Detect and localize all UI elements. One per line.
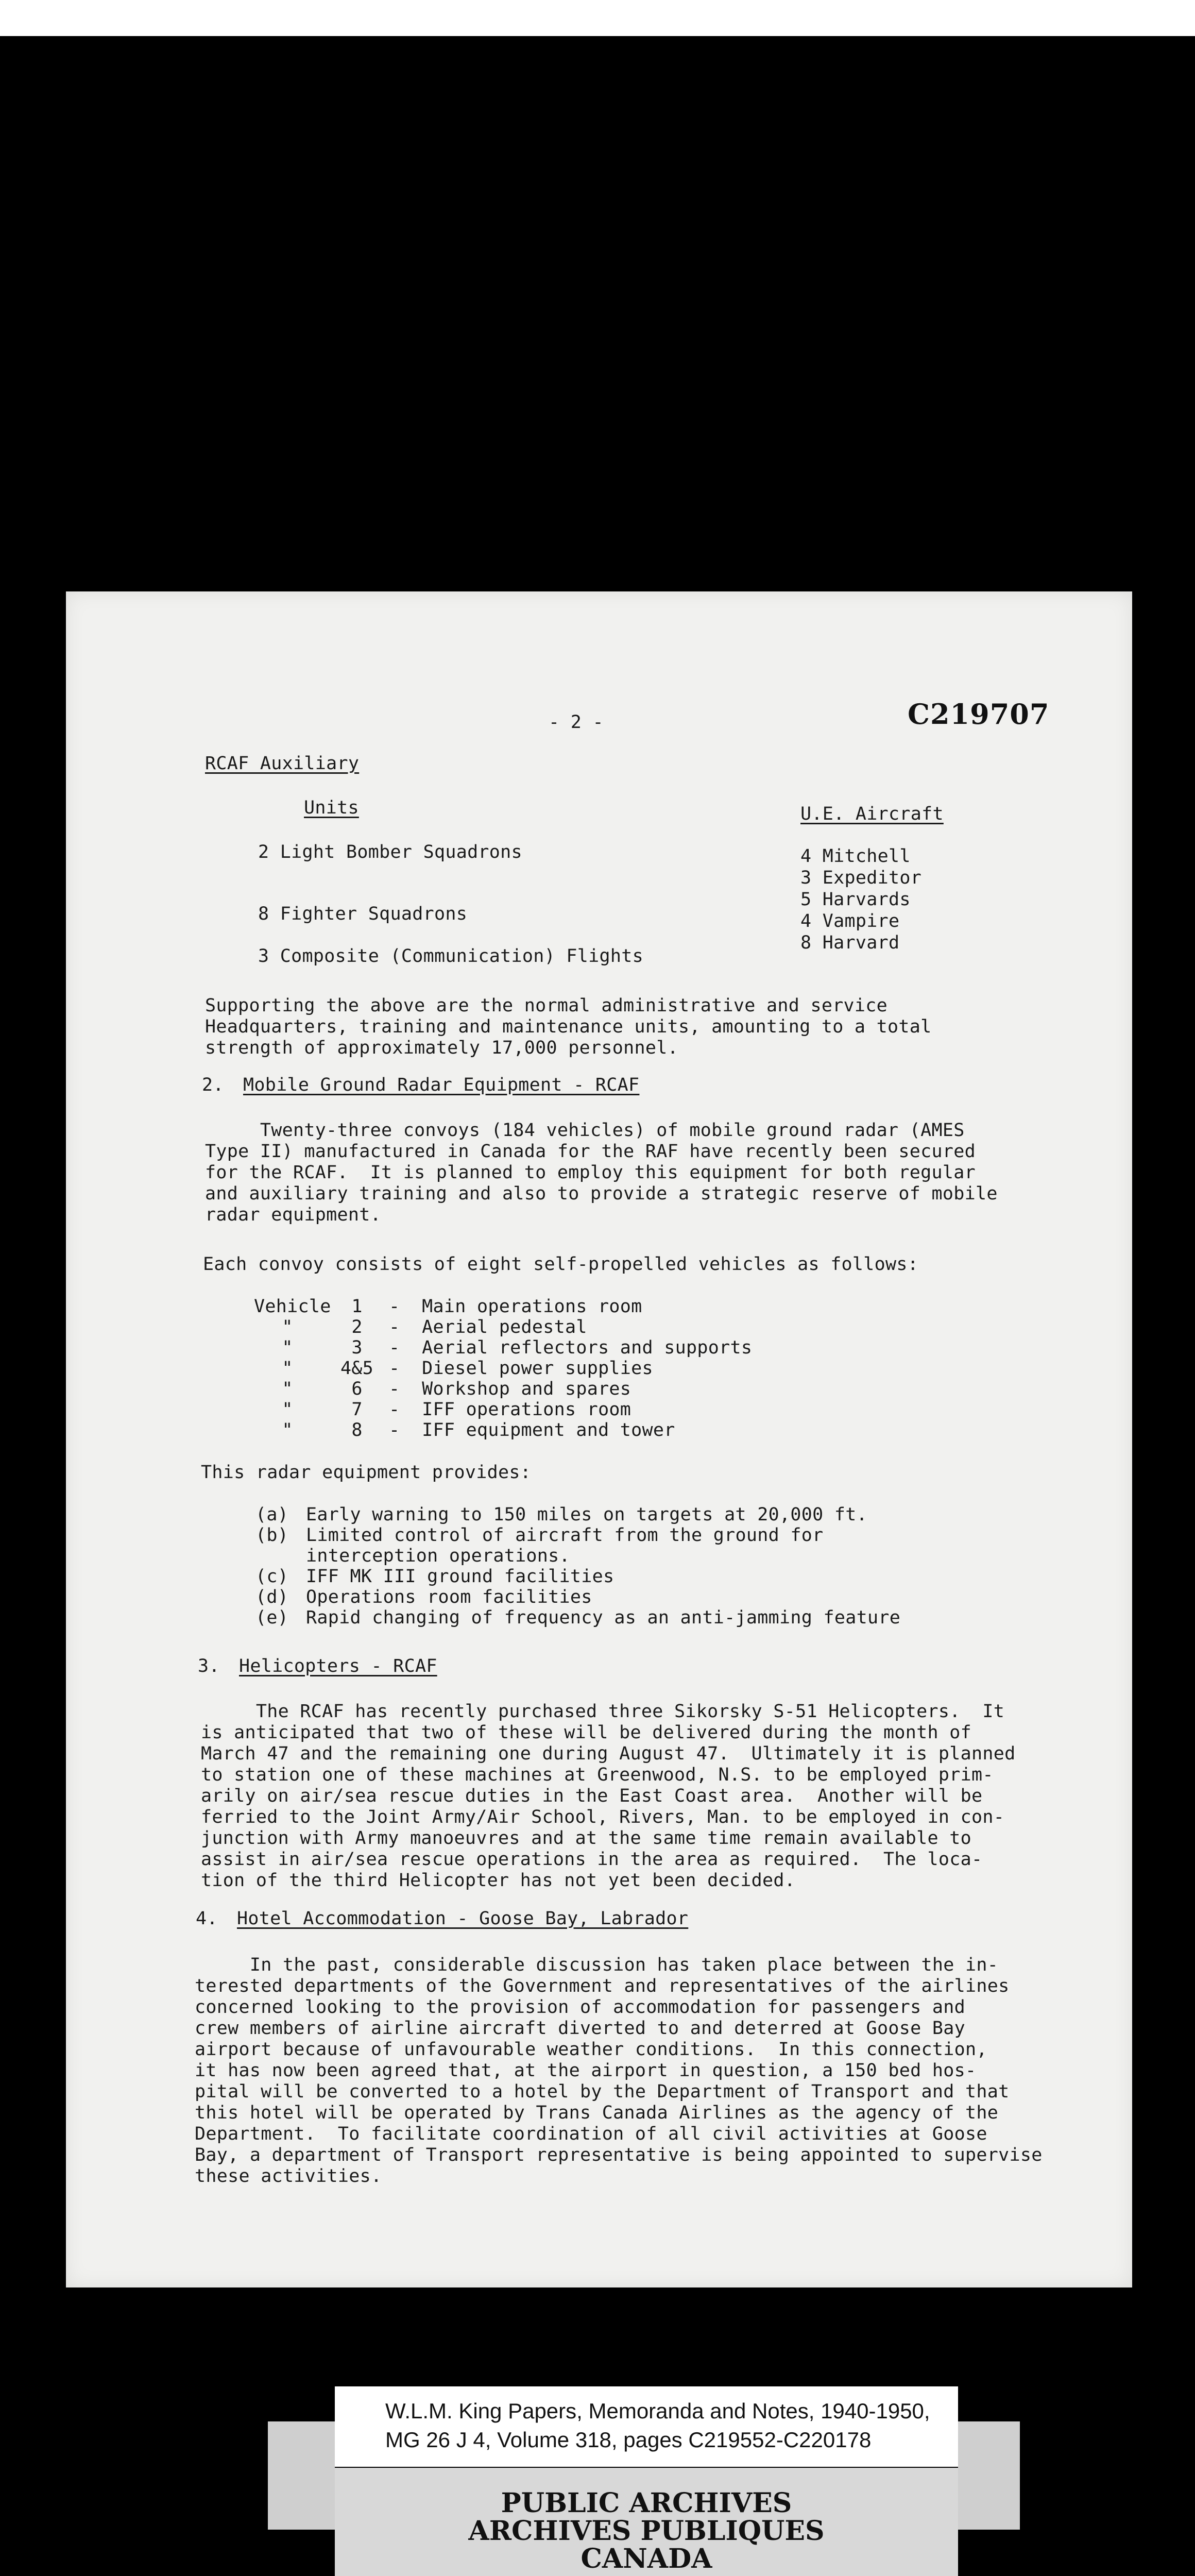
para-line: is anticipated that two of these will be delivered during the month of: [201, 1722, 972, 1743]
aircraft-header: U.E. Aircraft: [800, 804, 944, 824]
vehicle-prefix: ": [282, 1399, 293, 1420]
para-line: to station one of these machines at Greenwood, N.S. to be employed prim-: [201, 1765, 994, 1785]
provision-text: Limited control of aircraft from the ground for: [306, 1525, 824, 1546]
section-heading: RCAF Auxiliary: [205, 753, 360, 774]
provision-letter: (b): [255, 1525, 289, 1546]
vehicle-number: 1: [351, 1296, 363, 1317]
vehicle-description: - IFF operations room: [389, 1399, 631, 1420]
para-line: airport because of unfavourable weather conditions. In this connection,: [195, 2039, 987, 2060]
vehicle-number: 7: [351, 1399, 363, 1420]
vehicle-prefix: ": [282, 1358, 293, 1379]
vehicle-number: 4&5: [340, 1358, 374, 1379]
aircraft-row: 3 Expeditor: [800, 868, 922, 888]
para-line: terested departments of the Government and representatives of the airlines: [195, 1976, 1010, 1996]
vehicle-number: 6: [351, 1379, 363, 1399]
vehicle-prefix: ": [282, 1379, 293, 1399]
vehicle-prefix: Vehicle: [254, 1296, 331, 1317]
section-number: 2.: [202, 1075, 224, 1095]
page-number: - 2 -: [549, 712, 604, 733]
vehicle-description: - Aerial reflectors and supports: [389, 1337, 753, 1358]
document-stamp: C219707: [908, 698, 1050, 731]
para-line: pital will be converted to a hotel by the Department of Transport and that: [195, 2081, 1010, 2102]
aircraft-row: 5 Harvards: [800, 889, 911, 910]
archive-reference-label: [335, 2386, 958, 2467]
para-line: Headquarters, training and maintenance units, amounting to a total: [205, 1016, 932, 1037]
archives-stamp-line: CANADA: [581, 2543, 712, 2574]
provision-text: Early warning to 150 miles on targets at 20,000 ft.: [306, 1504, 867, 1525]
vehicle-description: - Main operations room: [389, 1296, 642, 1317]
archives-stamp-line: PUBLIC ARCHIVES: [501, 2487, 792, 2519]
para-line: assist in air/sea rescue operations in the area as required. The loca-: [201, 1849, 983, 1870]
para-line: it has now been agreed that, at the airport in question, a 150 bed hos-: [195, 2060, 977, 2081]
para-line: Department. To facilitate coordination of all civil activities at Goose: [195, 2124, 987, 2144]
section-number: 4.: [196, 1908, 218, 1929]
provision-text: Rapid changing of frequency as an anti-jamming feature: [306, 1607, 901, 1628]
para-line: strength of approximately 17,000 personnel.: [205, 1038, 678, 1058]
document-page: [66, 591, 1132, 2287]
vehicle-description: - Diesel power supplies: [389, 1358, 653, 1379]
para-line: junction with Army manoeuvres and at the same time remain available to: [201, 1828, 972, 1849]
label-shadow: [268, 2421, 335, 2530]
para-line: and auxiliary training and also to provide a strategic reserve of mobile: [205, 1183, 998, 1204]
aircraft-row: 4 Mitchell: [800, 846, 911, 867]
archives-stamp: [335, 2468, 958, 2576]
para-line: arily on air/sea rescue duties in the East Coast area. Another will be: [201, 1786, 983, 1806]
para-line: tion of the third Helicopter has not yet been decided.: [201, 1870, 796, 1891]
provision-text: IFF MK III ground facilities: [306, 1566, 614, 1587]
para-line: crew members of airline aircraft diverted to and deterred at Goose Bay: [195, 2018, 966, 2039]
provision-text: Operations room facilities: [306, 1587, 592, 1607]
para-line: ferried to the Joint Army/Air School, Rivers, Man. to be employed in con-: [201, 1807, 1005, 1827]
provision-letter: (e): [255, 1607, 289, 1628]
provision-letter: (d): [255, 1587, 289, 1607]
archive-reference-line: MG 26 J 4, Volume 318, pages C219552-C220178: [385, 2428, 872, 2452]
vehicle-prefix: ": [282, 1317, 293, 1337]
provision-letter: (a): [255, 1504, 289, 1525]
para-line: Twenty-three convoys (184 vehicles) of mobile ground radar (AMES: [205, 1120, 965, 1141]
provides-intro: This radar equipment provides:: [201, 1462, 532, 1483]
provision-text: interception operations.: [306, 1546, 570, 1566]
vehicle-description: - Workshop and spares: [389, 1379, 631, 1399]
convoy-intro: Each convoy consists of eight self-propelled vehicles as follows:: [203, 1254, 919, 1275]
archives-stamp-line: ARCHIVES PUBLIQUES: [468, 2515, 825, 2547]
vehicle-prefix: ": [282, 1337, 293, 1358]
para-line: March 47 and the remaining one during August 47. Ultimately it is planned: [201, 1743, 1016, 1764]
aircraft-row: 4 Vampire: [800, 911, 900, 931]
para-line: concerned looking to the provision of accommodation for passengers and: [195, 1997, 966, 2018]
para-line: Bay, a department of Transport representative is being appointed to supervise: [195, 2145, 1043, 2165]
archive-reference-line: W.L.M. King Papers, Memoranda and Notes, 1940-1950,: [385, 2399, 930, 2423]
provision-letter: (c): [255, 1566, 289, 1587]
section-title: Mobile Ground Radar Equipment - RCAF: [243, 1075, 640, 1095]
section-number: 3.: [198, 1656, 220, 1676]
vehicle-number: 3: [351, 1337, 363, 1358]
aircraft-row: 8 Harvard: [800, 933, 900, 953]
para-line: this hotel will be operated by Trans Canada Airlines as the agency of the: [195, 2103, 999, 2123]
para-line: radar equipment.: [205, 1205, 381, 1225]
unit-row: 8 Fighter Squadrons: [258, 904, 468, 924]
units-header: Units: [304, 798, 359, 818]
para-line: for the RCAF. It is planned to employ this equipment for both regular: [205, 1162, 976, 1183]
unit-row: 3 Composite (Communication) Flights: [258, 946, 644, 967]
unit-row: 2 Light Bomber Squadrons: [258, 842, 522, 862]
para-line: The RCAF has recently purchased three Sikorsky S-51 Helicopters. It: [201, 1701, 1005, 1722]
label-shadow: [958, 2421, 1020, 2530]
vehicle-description: - IFF equipment and tower: [389, 1420, 675, 1440]
para-line: Supporting the above are the normal administrative and service: [205, 995, 888, 1016]
para-line: these activities.: [195, 2166, 382, 2187]
section-title: Helicopters - RCAF: [239, 1656, 437, 1676]
vehicle-number: 2: [351, 1317, 363, 1337]
para-line: Type II) manufactured in Canada for the RAF have recently been secured: [205, 1141, 976, 1162]
section-title: Hotel Accommodation - Goose Bay, Labrador: [237, 1908, 689, 1929]
para-line: In the past, considerable discussion has taken place between the in-: [195, 1955, 999, 1975]
vehicle-description: - Aerial pedestal: [389, 1317, 587, 1337]
vehicle-number: 8: [351, 1420, 363, 1440]
vehicle-prefix: ": [282, 1420, 293, 1440]
